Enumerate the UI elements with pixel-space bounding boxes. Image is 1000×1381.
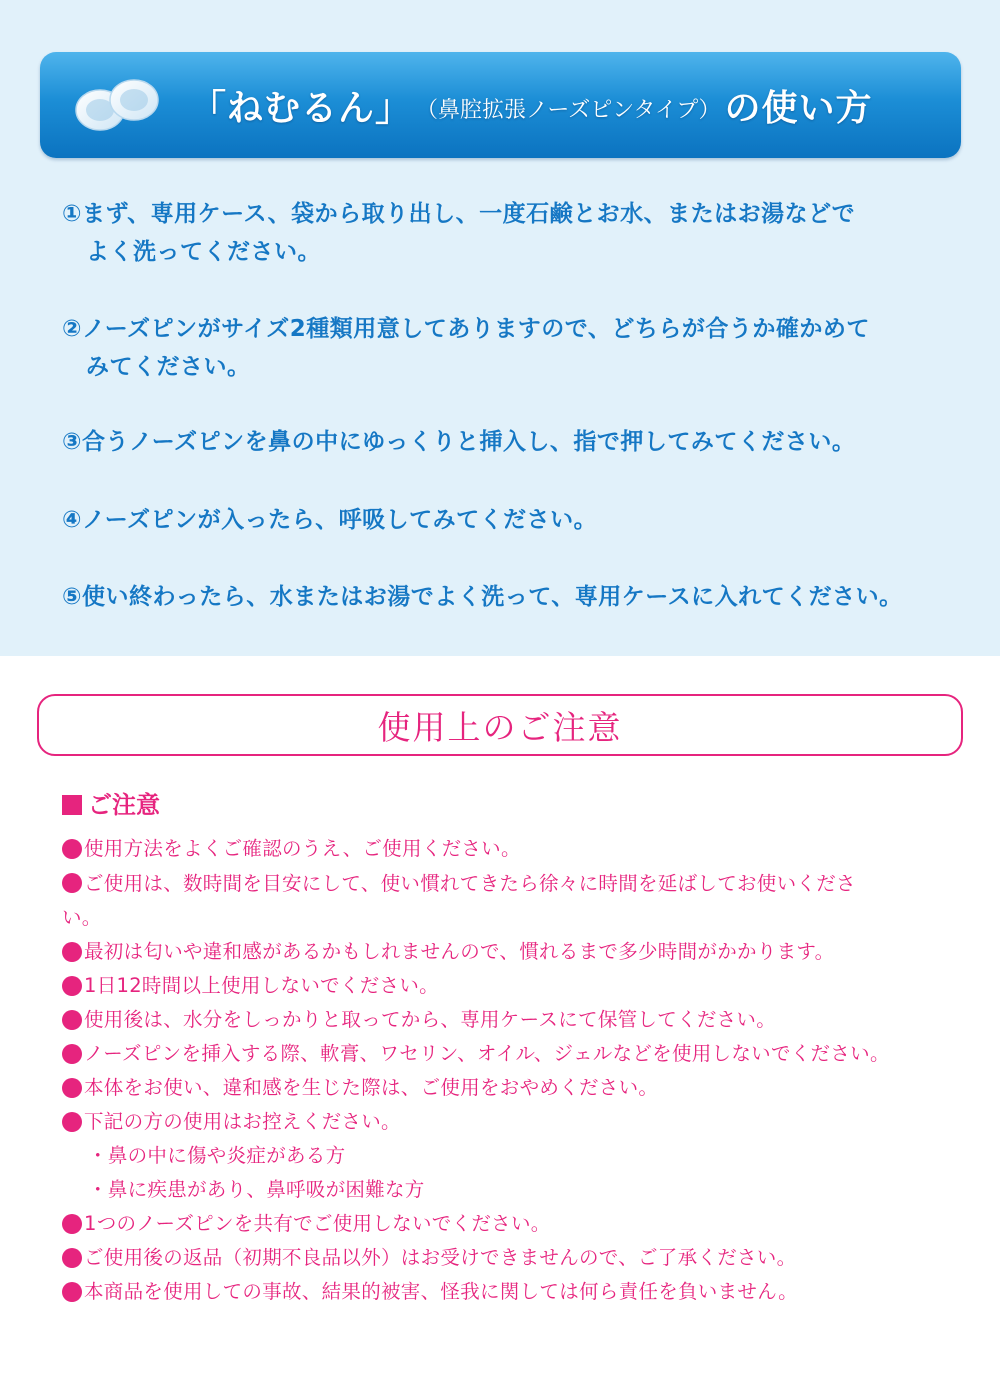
notice-item: [62, 1275, 962, 1309]
notice-item: [62, 1071, 962, 1105]
notice-text: 本体をお使い、違和感を生じた際は、ご使用をおやめください。: [84, 1076, 659, 1099]
notice-heading-text: ご注意: [88, 791, 160, 819]
notice-text: 本商品を使用しての事故、結果的被害、怪我に関しては何ら責任を負いません。: [84, 1280, 798, 1303]
usage-title-main: 「ねむるん」: [190, 87, 413, 129]
notice-text: 下記の方の使用はお控えください。: [84, 1110, 401, 1133]
notice-text: ノーズピンを挿入する際、軟膏、ワセリン、オイル、ジェルなどを使用しないでください。: [84, 1042, 890, 1065]
step-text: ③合うノーズピンを鼻の中にゆっくりと挿入し、指で押してみてください。: [62, 429, 856, 455]
notice-text: 1日12時間以上使用しないでください。: [84, 974, 439, 997]
notice-item: [62, 1241, 962, 1275]
nose-pin-icon: [70, 72, 166, 138]
notice-item: [62, 1207, 962, 1241]
bullet-dot-icon: [62, 1248, 82, 1268]
usage-title: [190, 52, 941, 158]
bullet-dot-icon: [62, 839, 82, 859]
caution-title: 使用上のご注意: [377, 707, 623, 747]
bullet-dot-icon: [62, 976, 82, 996]
notice-text: ・鼻の中に傷や炎症がある方: [88, 1144, 346, 1167]
notice-text: ご使用後の返品（初期不良品以外）はお受けできませんので、ご了承ください。: [84, 1246, 797, 1269]
notice-item: [62, 832, 962, 866]
step-text: ⑤使い終わったら、水またはお湯でよく洗って、専用ケースに入れてください。: [62, 584, 903, 610]
notice-text: 最初は匂いや違和感があるかもしれませんので、慣れるまで多少時間がかかります。: [84, 940, 835, 963]
usage-step-2: [62, 310, 962, 386]
notice-item: [62, 1105, 962, 1139]
usage-section: [0, 0, 1000, 656]
usage-title-sub: （鼻腔拡張ノーズピンタイプ）: [416, 97, 721, 123]
usage-step-5: [62, 578, 982, 616]
bullet-dot-icon: [62, 1044, 82, 1064]
notice-item: [62, 935, 962, 969]
usage-title-suffix: の使い方: [724, 87, 873, 129]
notice-item: [62, 1037, 962, 1071]
notice-sub-item: [62, 1139, 962, 1173]
usage-step-1: [62, 195, 962, 271]
notice-heading: [62, 790, 160, 820]
notice-item: [62, 969, 962, 1003]
bullet-dot-icon: [62, 1010, 82, 1030]
notice-list: [62, 832, 962, 1309]
step-text-cont: みてください。: [86, 354, 251, 380]
bullet-dot-icon: [62, 942, 82, 962]
notice-sub-item: [62, 1173, 962, 1207]
usage-step-4: [62, 501, 962, 539]
notice-text: 1つのノーズピンを共有でご使用しないでください。: [84, 1212, 551, 1235]
bullet-dot-icon: [62, 1214, 82, 1234]
usage-step-3: [62, 423, 962, 461]
square-bullet-icon: [62, 795, 82, 815]
notice-item: [62, 866, 962, 935]
bullet-dot-icon: [62, 1112, 82, 1132]
notice-text: ご使用は、数時間を目安にして、使い慣れてきたら徐々に時間を延ばしてお使いくださ: [84, 872, 856, 895]
bullet-dot-icon: [62, 1078, 82, 1098]
bullet-dot-icon: [62, 1282, 82, 1302]
notice-text: 使用後は、水分をしっかりと取ってから、専用ケースにて保管してください。: [84, 1008, 777, 1031]
bullet-dot-icon: [62, 873, 82, 893]
step-text: ②ノーズピンがサイズ2種類用意してありますので、どちらが合うか確かめて: [62, 316, 870, 342]
step-text: ④ノーズピンが入ったら、呼吸してみてください。: [62, 507, 598, 533]
caution-title-box: [37, 694, 963, 756]
notice-text: ・鼻に疾患があり、鼻呼吸が困難な方: [88, 1178, 425, 1201]
step-text-cont: よく洗ってください。: [86, 239, 321, 265]
notice-text-cont: い。: [62, 906, 102, 929]
step-text: ①まず、専用ケース、袋から取り出し、一度石鹸とお水、またはお湯などで: [62, 201, 856, 227]
notice-text: 使用方法をよくご確認のうえ、ご使用ください。: [84, 837, 521, 860]
notice-item: [62, 1003, 962, 1037]
usage-title-banner: [40, 52, 961, 158]
